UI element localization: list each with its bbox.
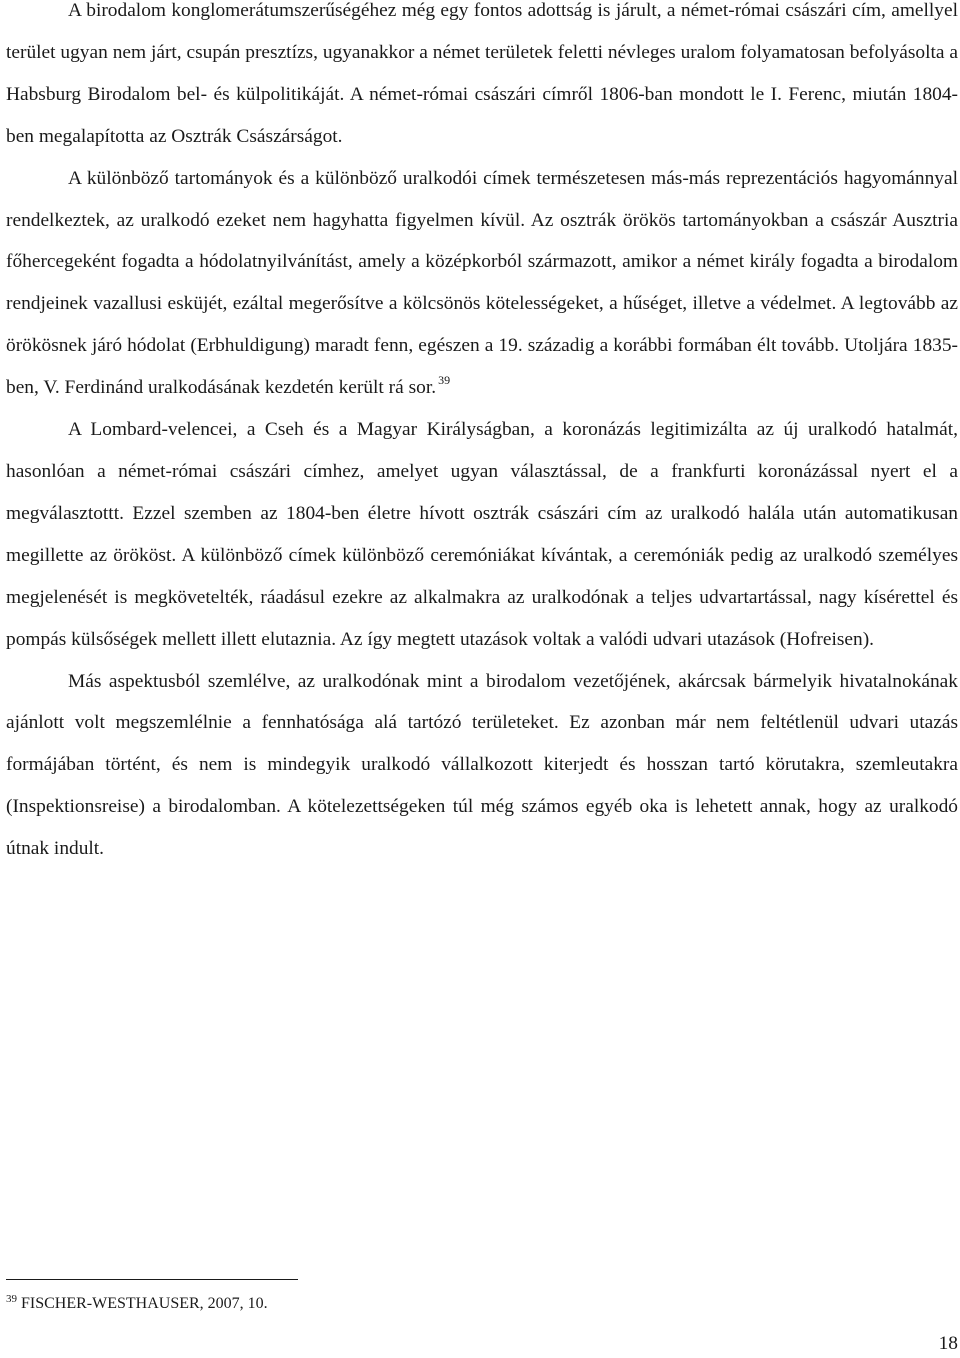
paragraph-2-text: A különböző tartományok és a különböző uralkodói címek természetesen más-más reprezentációs hagyománnyal rendelkeztek, az uralkodó ezeket nem hagyhatta figyelmen kívül. Az osztrák örökös tartományokban a császár Ausztria főhercegeként fogadta a hódolatnyilvánítást, amely a középkorból származott, amikor a német király fogadta a birodalom rendjeinek vazallusi esküjét, ezáltal megerősítve a kölcsönös kötelességeket, a hűséget, illetve a védelmet. A legtovább az örökösnek járó hódolat (Erbhuldigung) maradt fenn, egészen a 19. századig a korábbi formában élt tovább. Utoljára 1835-ben, V. Ferdinánd uralkodásának kezdetén került rá sor. xyxy=(6,167,958,399)
paragraph-3 xyxy=(6,409,958,660)
paragraph-4 xyxy=(6,661,958,871)
paragraph-1 xyxy=(6,0,958,158)
paragraph-4-text: Más aspektusból szemlélve, az uralkodónak mint a birodalom vezetőjének, akárcsak bármelyik hivatalnokának ajánlott volt megszemlélnie a fennhatósága alá tartózó területeket. Ez azonban már nem feltétlenül udvari utazás formájában történt, és nem is mindegyik uralkodó vállalkozott kiterjedt és hosszan tartó körutakra, szemleutakra (Inspektionsreise) a birodalomban. A kötelezettségeken túl még számos egyéb oka is lehetett annak, hogy az uralkodó útnak indult. xyxy=(6,670,958,860)
paragraph-1-text: A birodalom konglomerátumszerűségéhez még egy fontos adottság is járult, a német-római császári cím, amellyel terület ugyan nem járt, csupán presztízs, ugyanakkor a német területek feletti névleges uralom folyamatosan befolyásolta a Habsburg Birodalom bel- és külpolitikáját. A német-római császári címről 1806-ban mondott le I. Ferenc, miután 1804-ben megalapította az Osztrák Császárságot. xyxy=(6,0,958,147)
footnote xyxy=(6,1292,268,1316)
document-body xyxy=(6,0,958,870)
footnote-reference[interactable]: 39 xyxy=(438,373,451,388)
page-number: 18 xyxy=(938,1333,958,1354)
paragraph-3-text: A Lombard-velencei, a Cseh és a Magyar Királyságban, a koronázás legitimizálta az új uralkodó hatalmát, hasonlóan a német-római császári címhez, amelyet ugyan választással, de a frankfurti koronázással nyert el a megválasztottt. Ezzel szemben az 1804-ben életre hívott osztrák császári cím az uralkodó halála után automatikusan megillette az örököst. A különböző címek különböző ceremóniákat kívántak, a ceremóniák pedig az uralkodó személyes megjelenését is megkövetelték, ráadásul ezekre az alkalmakra az uralkodónak a teljes udvartartással, nagy kísérettel és pompás külsőségek mellett illett elutaznia. Az így megtett utazások voltak a valódi udvari utazások (Hofreisen). xyxy=(6,419,958,650)
paragraph-2 xyxy=(6,158,958,409)
footnote-text: FISCHER-WESTHAUSER, 2007, 10. xyxy=(21,1295,268,1312)
footnote-number: 39 xyxy=(6,1293,17,1305)
footnote-separator xyxy=(6,1279,298,1280)
